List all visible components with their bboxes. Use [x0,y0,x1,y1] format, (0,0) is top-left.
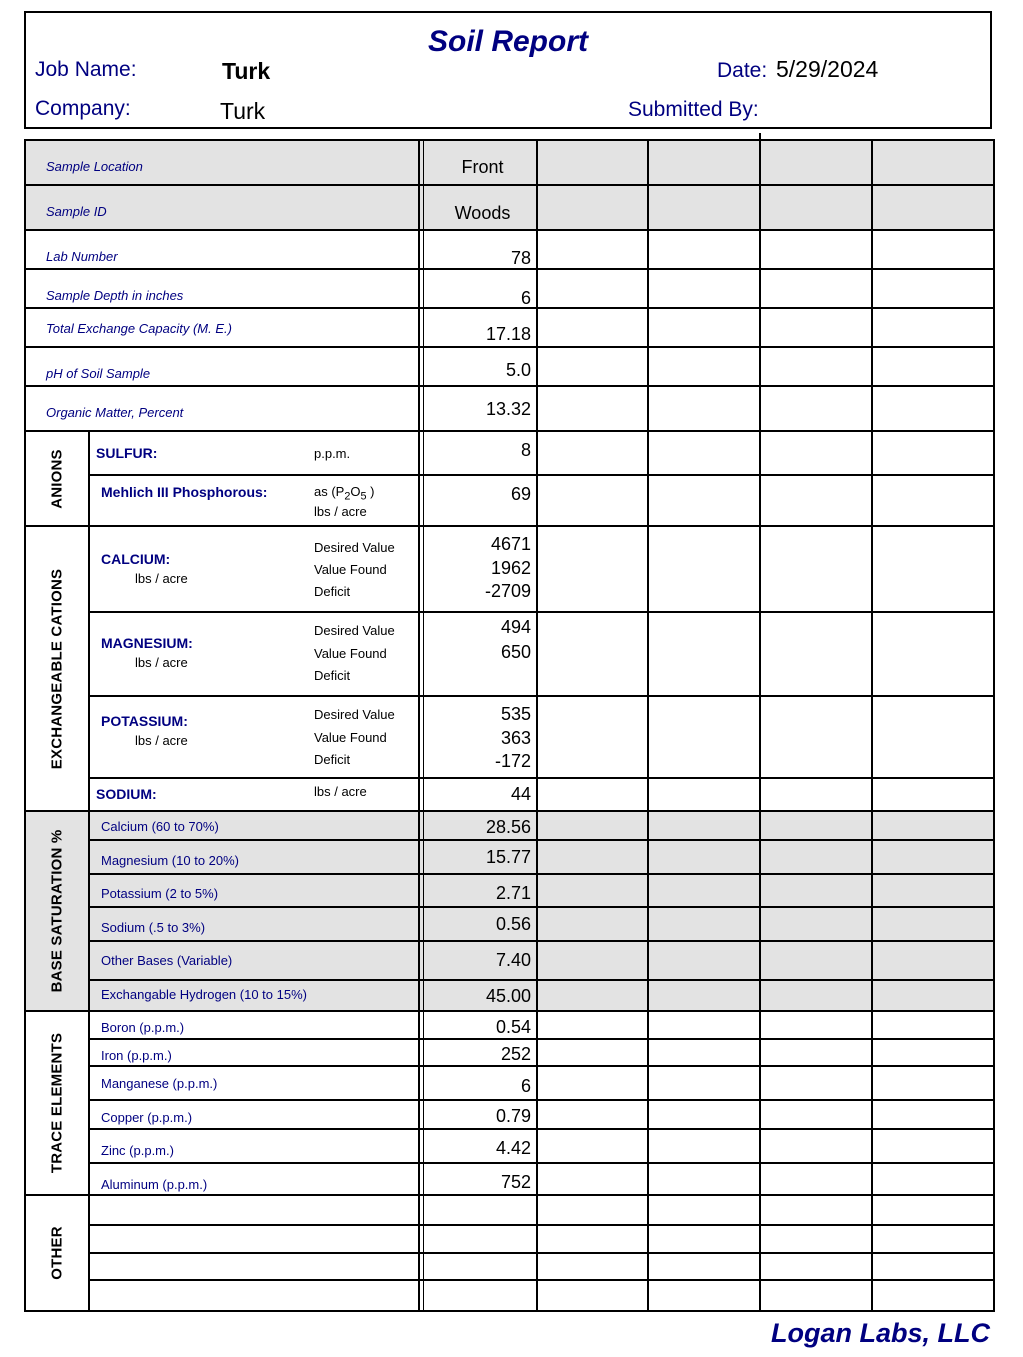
calcium-desired-value: 4671 [490,534,531,554]
iron-label: Iron (p.p.m.) [101,1048,172,1063]
zinc-label: Zinc (p.p.m.) [101,1143,174,1158]
trace-elements-section-label: TRACE ELEMENTS [48,1032,66,1174]
date-value: 5/29/2024 [776,56,879,82]
calcium-found-label: Value Found [314,562,387,577]
bs-magnesium-value: 15.77 [485,847,531,867]
sample-id-value: Woods [454,203,511,223]
magnesium-found-value: 650 [500,642,531,662]
phosphorous-label: Mehlich III Phosphorous: [101,484,268,500]
manganese-value: 6 [520,1076,531,1096]
bs-other-bases-value: 7.40 [495,950,531,970]
magnesium-desired-value: 494 [500,617,531,637]
phosphorous-unit-line2: lbs / acre [314,504,367,519]
potassium-desired-label: Desired Value [314,707,395,722]
bs-sodium-label: Sodium (.5 to 3%) [101,920,206,935]
calcium-deficit-label: Deficit [314,584,351,599]
magnesium-desired-label: Desired Value [314,623,395,638]
manganese-label: Manganese (p.p.m.) [101,1076,218,1091]
calcium-unit: lbs / acre [135,571,188,586]
sodium-unit: lbs / acre [314,784,367,799]
submitted-by-label: Submitted By: [628,98,759,121]
zinc-value: 4.42 [495,1138,531,1158]
sample-location-value: Front [461,157,504,177]
tec-value: 17.18 [485,324,531,344]
calcium-desired-label: Desired Value [314,540,395,555]
boron-value: 0.54 [495,1017,531,1037]
anions-section-label: ANIONS [48,448,66,509]
sample-id-label: Sample ID [46,204,107,219]
bs-magnesium-label: Magnesium (10 to 20%) [101,853,240,868]
bs-hydrogen-value: 45.00 [485,986,531,1006]
sample-depth-label: Sample Depth in inches [46,288,184,303]
company-label: Company: [35,97,131,120]
potassium-desired-value: 535 [500,704,531,724]
potassium-found-value: 363 [500,728,531,748]
bs-other-bases-label: Other Bases (Variable) [101,953,233,968]
boron-label: Boron (p.p.m.) [101,1020,185,1035]
calcium-found-value: 1962 [490,558,531,578]
potassium-unit: lbs / acre [135,733,188,748]
calcium-label: CALCIUM: [101,551,171,567]
footer-company: Logan Labs, LLC [771,1318,990,1348]
phosphorous-value: 69 [510,484,531,504]
ph-label: pH of Soil Sample [46,366,151,381]
sodium-label: SODIUM: [96,786,157,802]
report-title: Soil Report [427,25,588,58]
job-name-label: Job Name: [35,58,137,81]
sample-depth-value: 6 [520,288,531,308]
magnesium-found-label: Value Found [314,646,387,661]
tec-label: Total Exchange Capacity (M. E.) [46,321,232,336]
sample-location-label: Sample Location [46,159,143,174]
company-value: Turk [220,98,266,124]
organic-matter-value: 13.32 [485,399,531,419]
sulfur-value: 8 [520,440,531,460]
sulfur-unit: p.p.m. [314,446,351,461]
iron-value: 252 [500,1044,531,1064]
ph-value: 5.0 [505,360,531,380]
potassium-deficit-label: Deficit [314,752,351,767]
magnesium-label: MAGNESIUM: [101,635,193,651]
date-label: Date: [717,59,768,82]
sodium-value: 44 [510,784,531,804]
other-section-label: OTHER [48,1226,66,1280]
lab-number-label: Lab Number [46,249,118,264]
magnesium-unit: lbs / acre [135,655,188,670]
soil-report-table [24,139,995,1312]
potassium-label: POTASSIUM: [101,713,188,729]
bs-potassium-value: 2.71 [495,883,531,903]
potassium-found-label: Value Found [314,730,387,745]
report-header [24,11,992,129]
potassium-deficit-value: -172 [494,751,531,771]
aluminum-label: Aluminum (p.p.m.) [101,1177,208,1192]
cations-section-label: EXCHANGEABLE CATIONS [48,568,66,769]
job-name-value: Turk [222,58,271,84]
copper-value: 0.79 [495,1106,531,1126]
sulfur-label: SULFUR: [96,445,158,461]
aluminum-value: 752 [500,1172,531,1192]
copper-label: Copper (p.p.m.) [101,1110,193,1125]
bs-calcium-value: 28.56 [485,817,531,837]
lab-number-value: 78 [510,248,531,268]
bs-hydrogen-label: Exchangable Hydrogen (10 to 15%) [101,987,307,1002]
bs-sodium-value: 0.56 [495,914,531,934]
calcium-deficit-value: -2709 [484,581,531,601]
base-saturation-section-label: BASE SATURATION % [48,829,66,993]
magnesium-deficit-label: Deficit [314,668,351,683]
organic-matter-label: Organic Matter, Percent [46,405,184,420]
bs-calcium-label: Calcium (60 to 70%) [101,819,219,834]
bs-potassium-label: Potassium (2 to 5%) [101,886,219,901]
phosphorous-unit: as ($P_2O_5$ ) [314,484,375,503]
